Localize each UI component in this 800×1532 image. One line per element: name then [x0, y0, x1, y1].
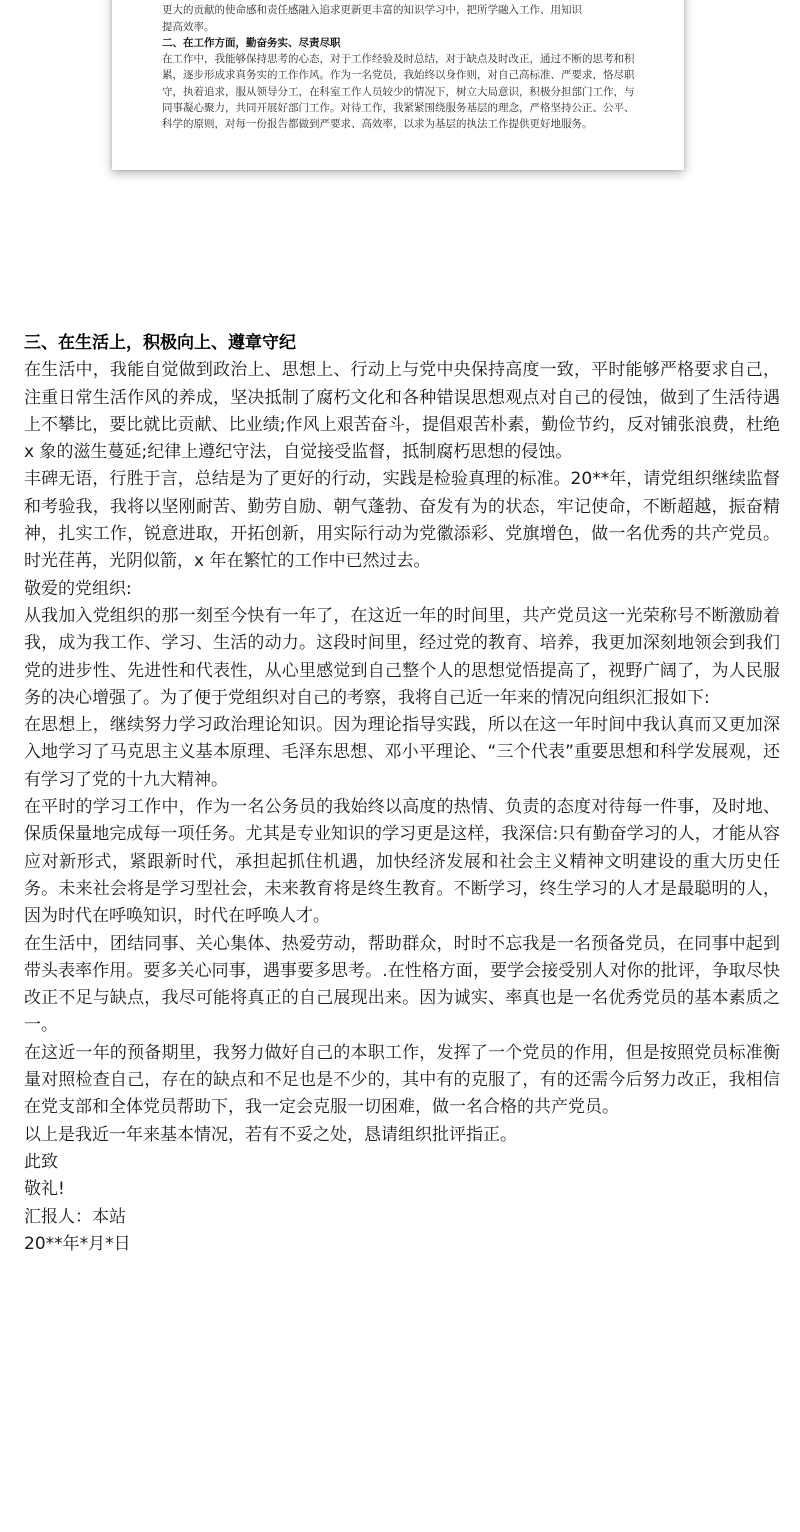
document-body	[24, 330, 780, 1258]
section-heading: 三、在生活上，积极向上、遵章守纪	[24, 333, 296, 353]
document-preview-card	[112, 0, 684, 170]
paragraph-thought: 在思想上，继续努力学习政治理论知识。因为理论指导实践，所以在这一年时间中我认真而又更加深入地学习了马克思主义基本原理、毛泽东思想、邓小平理论、“三个代表”重要思想和科学发展观，还有学习了党的十九大精神。	[24, 715, 780, 790]
paragraph-conclusion: 以上是我近一年来基本情况，若有不妥之处，恳请组织批评指正。	[24, 1124, 517, 1145]
closing-respect: 敬礼!	[24, 1179, 65, 1200]
reporter-signature: 汇报人：本站	[24, 1206, 126, 1227]
greeting: 敬爱的党组织:	[24, 578, 132, 599]
preview-content	[162, 0, 640, 133]
preview-section-heading: 二、在工作方面，勤奋务实、尽责尽职	[162, 36, 341, 49]
paragraph-intro: 从我加入党组织的那一刻至今快有一年了，在这近一年的时间里，共产党员这一光荣称号不断激励着我，成为我工作、学习、生活的动力。这段时间里，经过党的教育、培养，我更加深刻地领会到我们党的进步性、先进性和代表性，从心里感觉到自己整个人的思想觉悟提高了，视野广阔了，为人民服务的决心增强了。为了便于党组织对自己的考察，我将自己近一年来的情况向组织汇报如下:	[24, 605, 780, 708]
paragraph-life: 在生活中，我能自觉做到政治上、思想上、行动上与党中央保持高度一致，平时能够严格要求自己，注重日常生活作风的养成，坚决抵制了腐朽文化和各种错误思想观点对自己的侵蚀，做到了生活待遇上不攀比，要比就比贡献、比业绩;作风上艰苦奋斗，提倡艰苦朴素，勤俭节约，反对铺张浪费，杜绝 x 象的滋生蔓延;纪律上遵纪守法，自觉接受监督，抵制腐朽思想的侵蚀。	[24, 360, 780, 463]
preview-paragraph: 在工作中，我能够保持思考的心态，对于工作经验及时总结，对于缺点及时改正，通过不断的思考和积累，逐步形成求真务实的工作作风。作为一名党员，我始终以身作则，对自己高标准、严要求，恪尽职守，执着追求，服从领导分工，在科室工作人员较少的情况下，树立大局意识，积极分担部门工作，与同事凝心聚力，共同开展好部门工作。对待工作，我紧紧围绕服务基层的理念，严格坚持公正、公平、科学的原则，对每一份报告都做到严要求、高效率，以求为基层的执法工作提供更好地服务。	[162, 53, 635, 131]
paragraph-probation: 在这近一年的预备期里，我努力做好自己的本职工作，发挥了一个党员的作用，但是按照党员标准衡量对照检查自己，存在的缺点和不足也是不少的，其中有的克服了，有的还需今后努力改正，我相信在党支部和全体党员帮助下，我一定会克服一切困难，做一名合格的共产党员。	[24, 1042, 780, 1118]
preview-line: 更大的贡献的使命感和责任感融入追求更新更丰富的知识学习中，把所学融入工作、用知识	[162, 4, 582, 17]
preview-line: 提高效率。	[162, 20, 215, 33]
paragraph-daily-life: 在生活中，团结同事、关心集体、热爱劳动，帮助群众，时时不忘我是一名预备党员，在同事中起到带头表率作用。要多关心同事，遇事要多思考。.在性格方面，要学会接受别人对你的批评，争取尽快改正不足与缺点，我尽可能将真正的自己展现出来。因为诚实、率真也是一名优秀党员的基本素质之一。	[24, 933, 780, 1036]
report-date: 20**年*月*日	[24, 1233, 131, 1254]
closing-salutation: 此致	[24, 1151, 58, 1172]
paragraph-study: 在平时的学习工作中，作为一名公务员的我始终以高度的热情、负责的态度对待每一件事，及时地、保质保量地完成每一项任务。尤其是专业知识的学习更是这样，我深信:只有勤奋学习的人，才能从容应对新形式，紧跟新时代，承担起抓住机遇，加快经济发展和社会主义精神文明建设的重大历史任务。未来社会将是学习型社会，未来教育将是终生教育。不断学习，终生学习的人才是最聪明的人，因为时代在呼唤知识，时代在呼唤人才。	[24, 797, 780, 927]
paragraph-summary: 丰碑无语，行胜于言，总结是为了更好的行动，实践是检验真理的标准。20**年，请党组织继续监督和考验我，我将以坚刚耐苦、勤劳自励、朝气蓬勃、奋发有为的状态，牢记使命，不断超越，振奋精神，扎实工作，锐意进取，开拓创新，用实际行动为党徽添彩、党旗增色，做一名优秀的共产党员。时光荏苒，光阴似箭，x 年在繁忙的工作中已然过去。	[24, 469, 780, 572]
